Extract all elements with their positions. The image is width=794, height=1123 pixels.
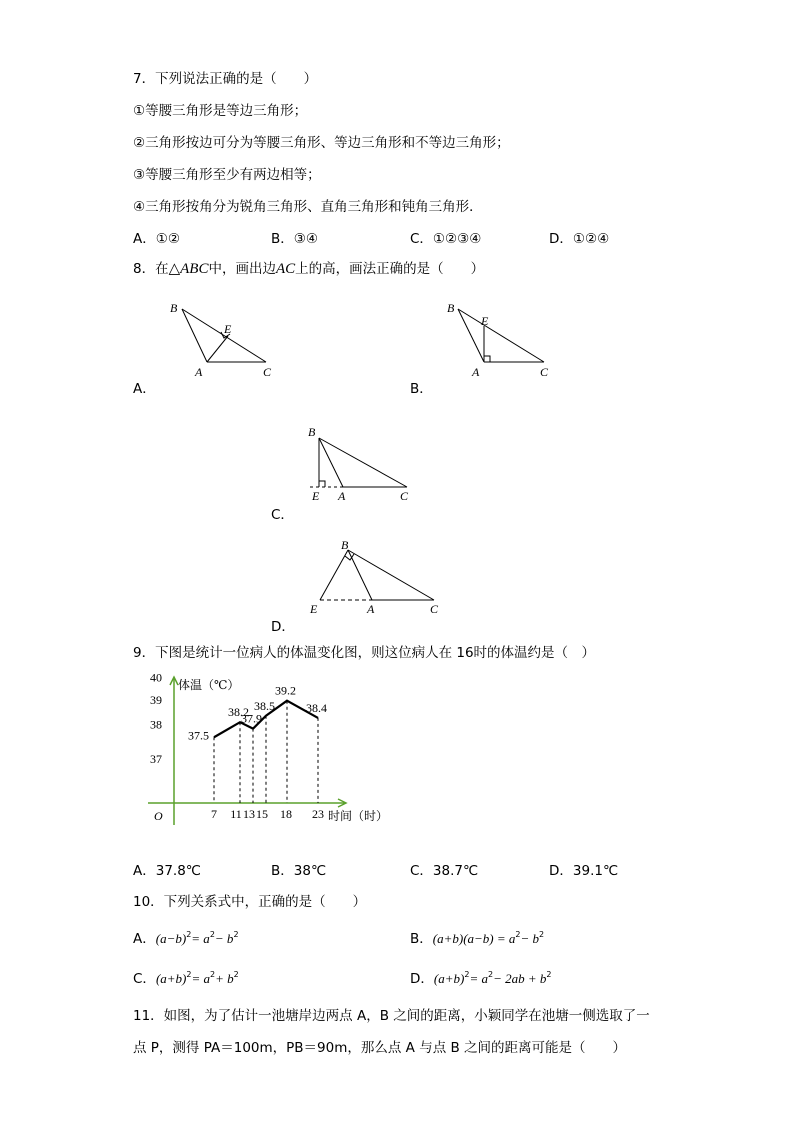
x-tick-label: 15 [256, 807, 268, 821]
data-label: 38.2 [228, 705, 249, 720]
q7-statement-3: ③等腰三角形至少有两边相等； [133, 167, 321, 183]
q9-stem: 9．下图是统计一位病人的体温变化图，则这位病人在 16时的体温约是（ ） [133, 645, 596, 661]
data-label: 38.5 [254, 698, 275, 713]
q7-stem: 7．下列说法正确的是（ ） [133, 71, 318, 87]
q8-figure-b [440, 295, 560, 380]
q7-statement-4: ④三角形按角分为锐角三角形、直角三角形和钝角三角形． [133, 199, 483, 215]
q8d-label-c: C [430, 602, 439, 616]
q7-statement-1: ①等腰三角形是等边三角形； [133, 103, 308, 119]
q8-figure-d [300, 535, 450, 620]
y-axis-title: 体温（℃） [178, 678, 240, 692]
origin-label: O [154, 809, 163, 823]
q10-option-c: C．$(a+b)^2= a^2+ b^2$ [133, 970, 239, 987]
q8-figure-c [300, 420, 425, 505]
q8-option-b-label: B． [410, 381, 433, 397]
q7-option-c: C．①②③④ [410, 231, 482, 247]
q10-option-a: A．$(a-b)^2= a^2- b^2$ [133, 930, 239, 947]
q11-line-2: 点 P，测得 PA＝100m，PB＝90m，那么点 A 与点 B 之间的距离可能是（ ） [133, 1040, 627, 1056]
q11-line-1: 11．如图，为了估计一池塘岸边两点 A，B 之间的距离，小颖同学在池塘一侧选取了一 [133, 1008, 650, 1024]
q8-option-c-label: C． [271, 507, 294, 523]
temperature-chart [140, 672, 400, 832]
q8a-label-a: A [195, 365, 203, 379]
x-tick-label: 11 [230, 807, 242, 821]
data-label: 39.2 [275, 683, 296, 698]
q8c-label-b: B [308, 425, 316, 439]
q9-option-d: D．39.1℃ [549, 863, 619, 879]
q8a-label-b: B [170, 301, 178, 315]
y-tick-label: 37 [150, 752, 162, 766]
x-axis-title: 时间（时） [328, 809, 389, 823]
y-tick-label: 38 [150, 717, 162, 732]
q8-figure-a [160, 295, 285, 380]
q8a-label-c: C [263, 365, 272, 379]
q7-option-a: A．①② [133, 231, 180, 247]
q8b-label-e: E [481, 314, 489, 328]
x-tick-label: 7 [211, 807, 217, 821]
q7-option-b: B．③④ [271, 231, 318, 247]
y-tick-label: 39 [150, 693, 162, 707]
q9-option-b: B．38℃ [271, 863, 327, 879]
q8-option-a-label: A． [133, 381, 156, 397]
q8b-label-a: A [472, 365, 480, 379]
q8-option-d-label: D． [271, 619, 295, 635]
q8c-label-a: A [338, 489, 346, 503]
q8d-label-b: B [341, 538, 349, 552]
q10-option-b: B．$(a+b)(a-b) = a^2- b^2$ [410, 930, 545, 947]
q8a-label-e: E [224, 322, 232, 336]
x-tick-label: 23 [312, 807, 324, 821]
q8c-label-c: C [400, 489, 409, 503]
data-label: 38.4 [306, 700, 327, 715]
q8b-label-c: C [540, 365, 549, 379]
q8d-label-a: A [367, 602, 375, 616]
q9-option-a: A．37.8℃ [133, 863, 201, 879]
q8b-label-b: B [447, 301, 455, 315]
y-tick-label: 40 [150, 672, 162, 685]
q7-statement-2: ②三角形按边可分为等腰三角形、等边三角形和不等边三角形； [133, 135, 510, 151]
q10-option-d: D．$(a+b)^2= a^2- 2ab + b^2$ [410, 970, 552, 987]
x-tick-label: 18 [280, 807, 292, 821]
data-label: 37.5 [188, 728, 209, 743]
x-tick-label: 13 [243, 807, 255, 821]
data-label: 37.9 [241, 711, 262, 726]
q8c-label-e: E [312, 489, 320, 503]
q8d-label-e: E [310, 602, 318, 616]
q10-stem: 10．下列关系式中，正确的是（ ） [133, 894, 367, 910]
q8-stem: 8．在△ABC中，画出边AC上的高，画法正确的是（ ） [133, 261, 485, 277]
q9-option-c: C．38.7℃ [410, 863, 479, 879]
q7-option-d: D．①②④ [549, 231, 610, 247]
